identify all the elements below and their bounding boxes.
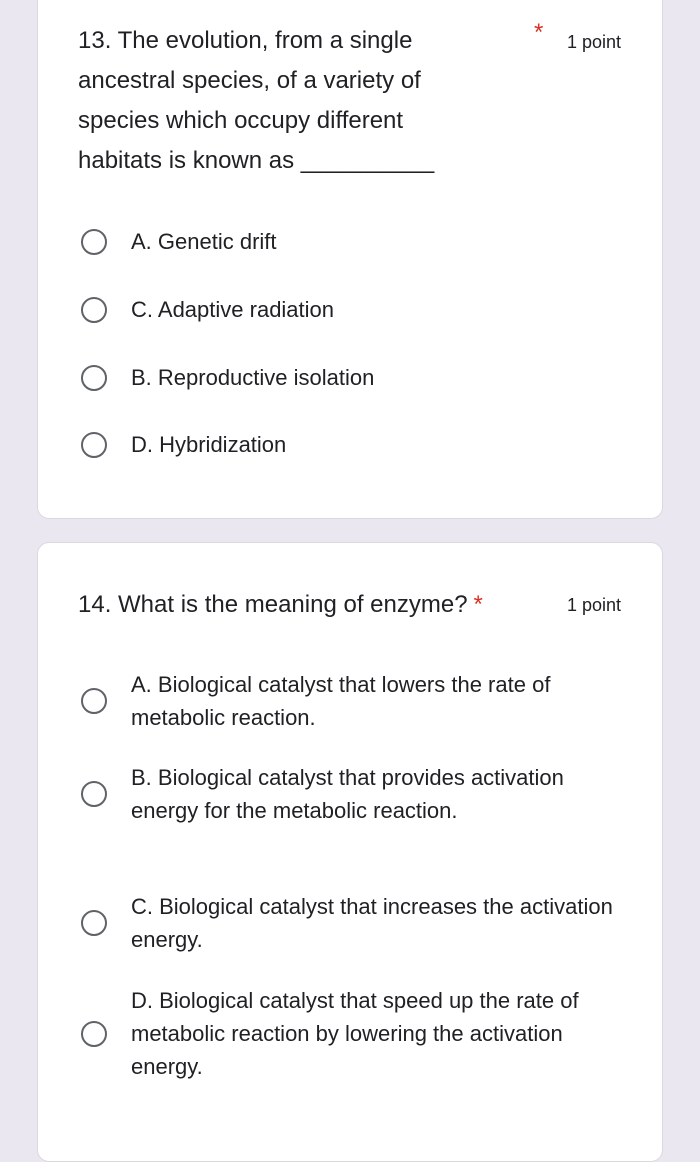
radio-option-b[interactable]: [81, 761, 621, 827]
points-label: 1 point: [566, 32, 621, 52]
radio-circle-icon[interactable]: [81, 1021, 107, 1047]
radio-option-a[interactable]: [81, 668, 621, 734]
radio-option-a[interactable]: [81, 225, 621, 258]
radio-circle-icon[interactable]: [81, 297, 107, 323]
radio-option-d[interactable]: [81, 984, 621, 1083]
option-label: C. Biological catalyst that increases the activation energy.: [131, 894, 613, 952]
radio-option-b[interactable]: [81, 361, 621, 394]
radio-circle-icon[interactable]: [81, 229, 107, 255]
radio-circle-icon[interactable]: [81, 910, 107, 936]
option-label: B. Reproductive isolation: [131, 365, 375, 390]
radio-circle-icon[interactable]: [81, 781, 107, 807]
question-card-13: [37, 0, 663, 519]
radio-option-c[interactable]: [81, 293, 621, 326]
question-title: 13. The evolution, from a single ancestral species, of a variety of species which occupy different habitats is known as __________: [78, 27, 435, 174]
radio-option-c[interactable]: [81, 890, 621, 956]
radio-circle-icon[interactable]: [81, 688, 107, 714]
radio-option-d[interactable]: [81, 428, 621, 461]
option-label: D. Biological catalyst that speed up the rate of metabolic reaction by lowering the activation energy.: [131, 988, 579, 1079]
option-label: B. Biological catalyst that provides activation energy for the metabolic reaction.: [131, 765, 564, 823]
question-title: [78, 585, 578, 625]
radio-circle-icon[interactable]: [81, 432, 107, 458]
points-label: 1 point: [566, 595, 621, 615]
option-label: A. Biological catalyst that lowers the rate of metabolic reaction.: [131, 672, 551, 730]
option-label: C. Adaptive radiation: [131, 297, 335, 322]
question-card-14: [37, 542, 663, 1162]
option-label: A. Genetic drift: [131, 229, 277, 254]
required-asterisk: *: [534, 19, 544, 46]
question-title-text: 14. What is the meaning of enzyme?: [78, 591, 468, 618]
required-asterisk: *: [473, 591, 483, 618]
option-label: D. Hybridization: [131, 432, 287, 457]
radio-circle-icon[interactable]: [81, 365, 107, 391]
